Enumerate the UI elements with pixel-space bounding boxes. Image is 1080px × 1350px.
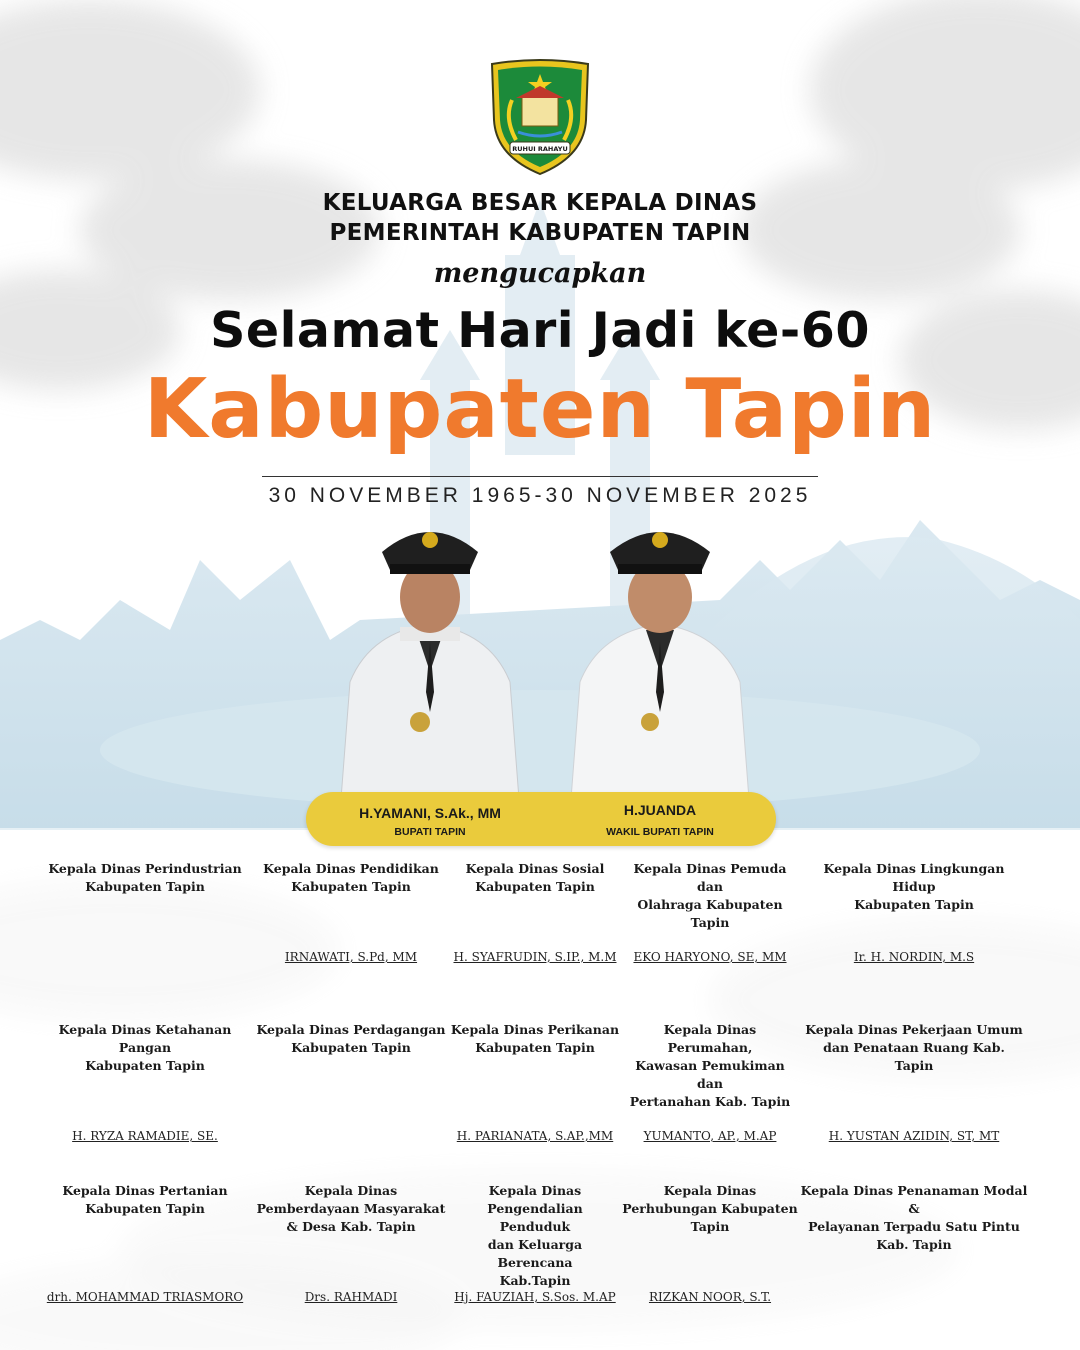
official-title: Kepala Dinas Perdagangan Kabupaten Tapin [256,1022,446,1055]
official-title: Kepala Dinas Pendidikan Kabupaten Tapin [263,861,439,894]
official-name: IRNAWATI, S.Pd, MM [284,950,418,964]
official-title: Kepala Dinas Perhubungan Kabupaten Tapin [622,1183,798,1234]
official-title: Kepala Dinas Pekerjaan Umum dan Penataan Ruang Kab. Tapin [805,1022,1023,1073]
official-name: YUMANTO, AP., M.AP [643,1129,777,1143]
date-range: 30 NOVEMBER 1965-30 NOVEMBER 2025 [268,484,812,507]
official-name: H. RYZA RAMADIE, SE. [72,1129,218,1143]
regent-name: H.YAMANI, S.Ak., MM [359,805,501,821]
vice-regent-name: H.JUANDA [623,802,697,818]
official-title: Kepala Dinas Ketahanan Pangan Kabupaten Tapin [58,1022,232,1073]
official-name: H. SYAFRUDIN, S.IP., M.M [453,950,617,964]
official-title: Kepala Dinas Pemberdayaan Masyarakat & Desa Kab. Tapin [256,1183,446,1234]
anniversary-title: Selamat Hari Jadi ke-60 [210,302,870,359]
header-line-1: KELUARGA BESAR KEPALA DINAS [322,190,758,216]
official-name: H. YUSTAN AZIDIN, ST, MT [828,1129,1000,1143]
official-name: H. PARIANATA, S.AP.,MM [456,1129,614,1143]
official-title: Kepala Dinas Lingkungan Hidup Kabupaten Tapin [823,861,1005,912]
header-line-2: PEMERINTAH KABUPATEN TAPIN [329,220,751,246]
official-name: RIZKAN NOOR, S.T. [648,1290,772,1304]
official-title: Kepala Dinas Pertanian Kabupaten Tapin [62,1183,228,1216]
emblem-motto: RUHUI RAHAYU [512,145,568,153]
greeting-script: mengucapkan [433,258,647,289]
official-title: Kepala Dinas Perindustrian Kabupaten Tapin [48,861,242,894]
official-title: Kepala Dinas Penanaman Modal & Pelayanan Terpadu Satu Pintu Kab. Tapin [800,1183,1028,1252]
official-title: Kepala Dinas Sosial Kabupaten Tapin [465,861,605,894]
regent-role: BUPATI TAPIN [394,826,466,838]
vice-regent-role: WAKIL BUPATI TAPIN [606,826,714,838]
official-name: drh. MOHAMMAD TRIASMORO [46,1290,244,1304]
official-title: Kepala Dinas Perikanan Kabupaten Tapin [450,1022,620,1055]
official-name: Ir. H. NORDIN, M.S [853,950,975,964]
official-name: EKO HARYONO, SE, MM [633,950,787,964]
official-name: Drs. RAHMADI [304,1290,398,1304]
regency-title: Kabupaten Tapin [143,362,937,457]
official-title: Kepala Dinas Pengendalian Penduduk dan Keluarga Berencana Kab.Tapin [487,1183,583,1288]
official-title: Kepala Dinas Perumahan, Kawasan Pemukiman dan Pertanahan Kab. Tapin [629,1022,791,1109]
official-name: Hj. FAUZIAH, S.Sos. M.AP [454,1290,616,1304]
official-title: Kepala Dinas Pemuda dan Olahraga Kabupaten Tapin [633,861,787,930]
